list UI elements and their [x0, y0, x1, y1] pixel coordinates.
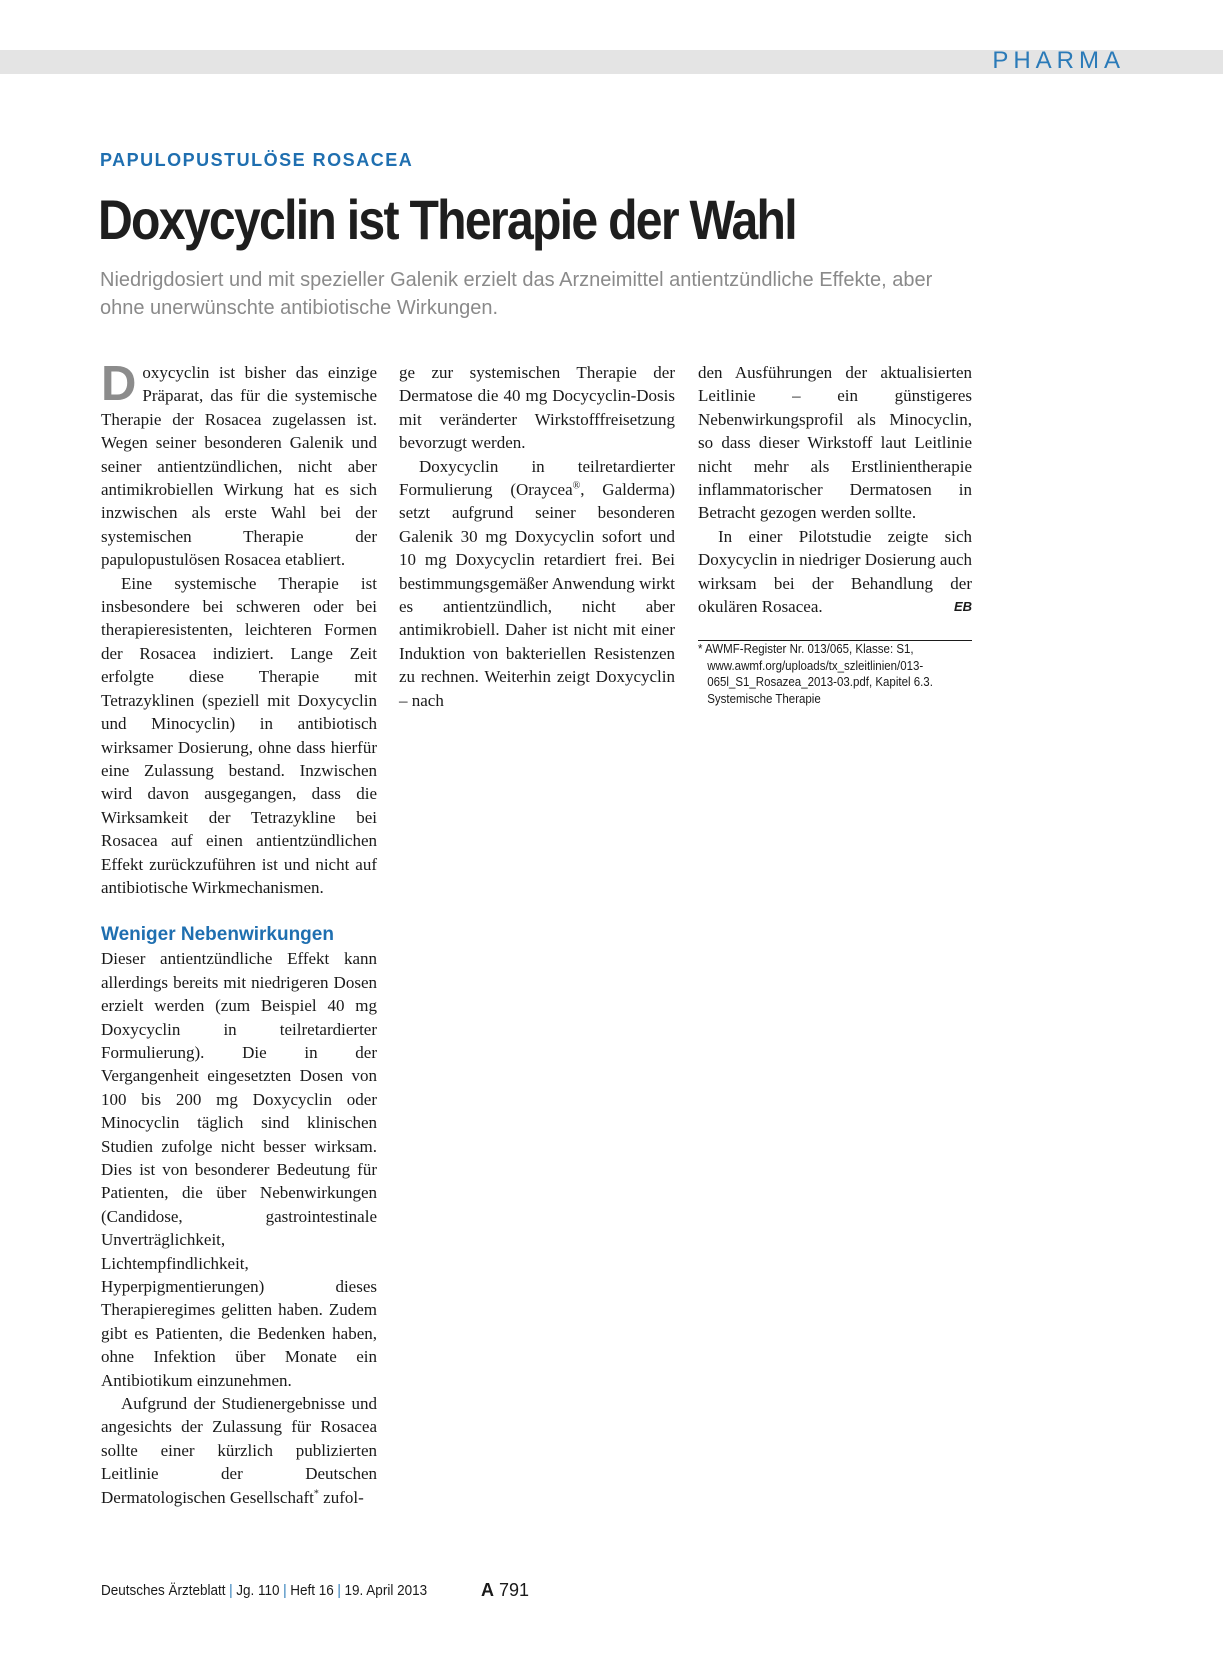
- paragraph: Dieser antientzündliche Effekt kann allerdings bereits mit niedrigeren Dosen erzielt werden (zum Beispiel 40 mg Doxycyclin in teilretardierter Formulierung). Die in der Vergangenheit eingesetzten Dosen von 100 bis 200 mg Doxycyclin oder Minocyclin täglich sind klinischen Studien zufolge nicht besser wirksam. Dies ist von besonderer Bedeutung für Patienten, die über Nebenwirkungen (Candidose, gastrointestinale Unverträglichkeit, Lichtempfindlichkeit, Hyperpigmentierungen) dieses Therapieregimes gelitten haben. Zudem gibt es Patienten, die Bedenken haben, ohne Infektion über Monate ein Antibiotikum einzunehmen.: [101, 949, 377, 1390]
- page-number: [481, 1580, 529, 1601]
- issue: Heft 16: [290, 1582, 334, 1599]
- footer-citation: [101, 1582, 427, 1599]
- article-title: Doxycyclin ist Therapie der Wahl: [98, 188, 796, 251]
- journal-name: Deutsches Ärzteblatt: [101, 1582, 226, 1599]
- paragraph-text: zufol-: [318, 1487, 364, 1507]
- paragraph-text: Doxycyclin in teilretardierter Formulierung (Oraycea: [399, 456, 675, 500]
- paragraph: [101, 357, 377, 572]
- footer-divider: |: [229, 1582, 233, 1599]
- volume: Jg. 110: [236, 1582, 280, 1599]
- paragraph: [101, 1392, 377, 1509]
- paragraph-text: , Galderma) setzt aufgrund seiner besonderen Galenik 30 mg Doxycyclin sofort und 10 mg Doxycyclin retardiert frei. Bei bestimmungsgemäßer Anwendung wirkt es antientzündlich, nicht aber antimikrobiell. Daher ist nicht mit einer Induktion von bakteriellen Resistenzen zu rechnen. Weiterhin zeigt Doxycyclin – nach: [399, 480, 675, 710]
- text-column-3: [698, 361, 972, 707]
- paragraph: [698, 525, 972, 619]
- paragraph: [399, 455, 675, 712]
- footnote: * AWMF-Register Nr. 013/065, Klasse: S1, www.awmf.org/uploads/tx_szleitlinien/013-065l_S1_Rosazea_2013-03.pdf, Kapitel 6.3. Systemische Therapie: [698, 642, 933, 706]
- text-column-1: [101, 357, 377, 1509]
- section-label: PHARMA: [992, 47, 1125, 74]
- paragraph-text: Aufgrund der Studienergebnisse und angesichts der Zulassung für Rosacea sollte einer kürzlich publizierten Leitlinie der Deutschen Dermatologischen Gesellschaft: [101, 1394, 377, 1507]
- footer-divider: |: [337, 1582, 341, 1599]
- paragraph: den Ausführungen der aktualisierten Leitlinie – ein günstigeres Nebenwirkungsprofil als Minocyclin, so dass dieser Wirkstoff laut Leitlinie nicht mehr als Erstlinientherapie inflammatorischer Dermatosen in Betracht gezogen werden sollte.: [698, 363, 972, 523]
- footer-divider: |: [283, 1582, 287, 1599]
- text-column-2: [399, 361, 675, 712]
- page-value: 791: [499, 1580, 530, 1600]
- paragraph-text: oxycyclin ist bisher das einzige Präparat, das für die systemische Therapie der Rosacea zugelassen ist. Wegen seiner besonderen Galenik und seiner antientzündlichen, nicht aber antimikrobiellen Wirkung hat es sich inzwischen als erste Wahl bei der systemischen Therapie der papulopustulösen Rosacea etabliert.: [101, 363, 377, 570]
- section-heading: Weniger Nebenwirkungen: [101, 924, 334, 946]
- publication-date: 19. April 2013: [344, 1582, 428, 1599]
- paragraph: Eine systemische Therapie ist insbesondere bei schweren oder bei therapieresistenten, leichteren Formen der Rosacea indiziert. Lange Zeit erfolgte diese Therapie mit Tetrazyklinen (speziell mit Doxycyclin und Minocyclin) in antibiotisch wirksamer Dosierung, ohne dass hierfür eine Zulassung bestand. Inzwischen wird davon ausgegangen, dass die Wirksamkeit der Tetrazykline bei Rosacea auf einen antientzündlichen Effekt zurückzuführen ist und nicht auf antibiotische Wirkmechanismen.: [101, 573, 377, 897]
- paragraph: ge zur systemischen Therapie der Dermatose die 40 mg Docycyclin-Dosis mit veränderter Wirkstofffreisetzung bevorzugt werden.: [399, 363, 675, 453]
- article-subtitle: Niedrigdosiert und mit spezieller Galenik erzielt das Arzneimittel antientzündliche Effekte, aber ohne unerwünschte antibiotische Wirkungen.: [100, 269, 933, 319]
- author-signature: EB: [953, 599, 972, 615]
- paragraph-text: In einer Pilotstudie zeigte sich Doxycyclin in niedriger Dosierung auch wirksam bei der Behandlung der okulären Rosacea.: [698, 526, 972, 617]
- registered-mark: ®: [572, 480, 581, 492]
- article-kicker: PAPULOPUSTULÖSE ROSACEA: [100, 150, 414, 170]
- page-prefix: A: [481, 1580, 494, 1600]
- footnote-marker: *: [313, 1488, 319, 1500]
- drop-cap: D: [101, 357, 137, 411]
